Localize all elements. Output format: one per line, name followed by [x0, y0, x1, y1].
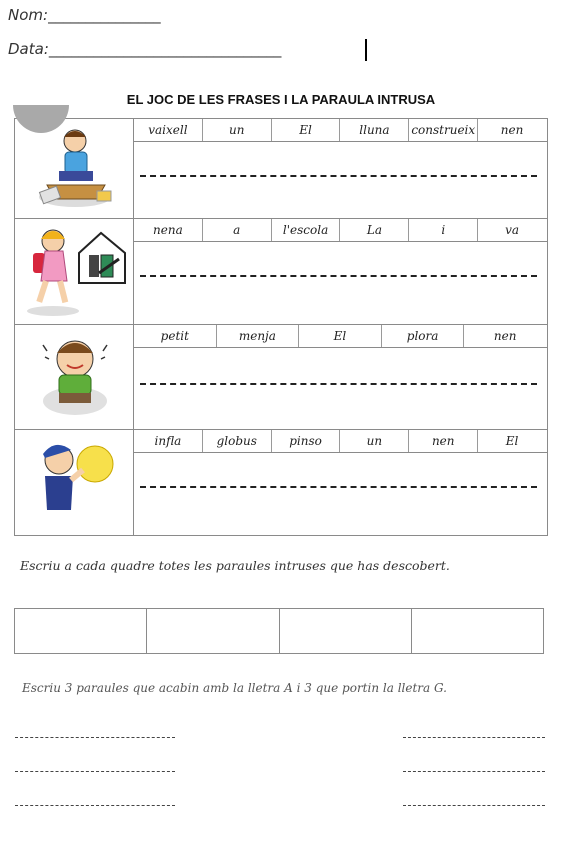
answer-line-g-1[interactable] — [403, 737, 545, 738]
word-card: a — [203, 219, 272, 241]
word-card: un — [341, 430, 410, 452]
crying-boy-icon — [15, 325, 133, 429]
answer-line-g-2[interactable] — [403, 771, 545, 772]
row-picture-cell — [15, 119, 134, 218]
word-strip — [134, 325, 547, 348]
word-card: nen — [500, 123, 524, 137]
exercise-row-2 — [15, 219, 547, 325]
word-card: globus — [203, 430, 272, 452]
intruder-box-4[interactable] — [412, 609, 543, 653]
intruders-instruction: Escriu a cada quadre totes les paraules intruses que has descobert. — [20, 558, 450, 573]
exercise-row-1 — [15, 119, 547, 219]
word-card: un — [203, 119, 272, 141]
intruder-answer-boxes — [14, 608, 544, 654]
boy-blowing-balloon-icon — [15, 430, 133, 535]
sentence-write-line[interactable] — [140, 486, 537, 488]
word-strip — [134, 219, 547, 242]
sentence-write-line[interactable] — [140, 175, 537, 177]
row-picture-cell — [15, 325, 134, 429]
word-card: vaixell — [134, 119, 203, 141]
word-strip — [134, 430, 547, 453]
word-card: plora — [382, 325, 465, 347]
word-card: nen — [409, 430, 478, 452]
word-card: l'escola — [272, 219, 341, 241]
worksheet-title: EL JOC DE LES FRASES I LA PARAULA INTRUSA — [126, 92, 436, 107]
name-field-label: Nom:_______________ — [8, 6, 161, 24]
answer-line-a-3[interactable] — [15, 805, 175, 806]
row-picture-cell — [15, 430, 134, 535]
word-card: pinso — [272, 430, 341, 452]
word-card: nena — [134, 219, 203, 241]
exercise-row-4 — [15, 430, 547, 535]
word-card: construeix — [409, 119, 478, 141]
word-card: La — [341, 219, 410, 241]
word-card: El — [272, 119, 341, 141]
word-card: infla — [134, 430, 203, 452]
word-card: petit — [134, 325, 217, 347]
sentence-write-line[interactable] — [140, 383, 537, 385]
date-field-label: Data:_______________________________ — [8, 40, 282, 58]
word-card: va — [505, 223, 520, 237]
word-card: El — [299, 325, 382, 347]
word-card: i — [409, 219, 478, 241]
boy-building-boat-icon — [15, 119, 133, 218]
exercise-row-3 — [15, 325, 547, 430]
intruder-box-1[interactable] — [15, 609, 147, 653]
girl-going-to-school-icon — [15, 219, 133, 324]
sentence-write-line[interactable] — [140, 275, 537, 277]
intruder-box-2[interactable] — [147, 609, 279, 653]
intruder-box-3[interactable] — [280, 609, 412, 653]
row-picture-cell — [15, 219, 134, 324]
word-strip — [134, 119, 547, 142]
answer-line-g-3[interactable] — [403, 805, 545, 806]
words-instruction: Escriu 3 paraules que acabin amb la lletra A i 3 que portin la lletra G. — [22, 681, 447, 695]
word-card: menja — [217, 325, 300, 347]
word-card: lluna — [341, 119, 410, 141]
answer-line-a-2[interactable] — [15, 771, 175, 772]
word-card: nen — [493, 329, 517, 343]
answer-line-a-1[interactable] — [15, 737, 175, 738]
text-cursor — [365, 39, 367, 61]
sentence-exercise-table — [14, 118, 548, 536]
word-card: El — [505, 434, 519, 448]
